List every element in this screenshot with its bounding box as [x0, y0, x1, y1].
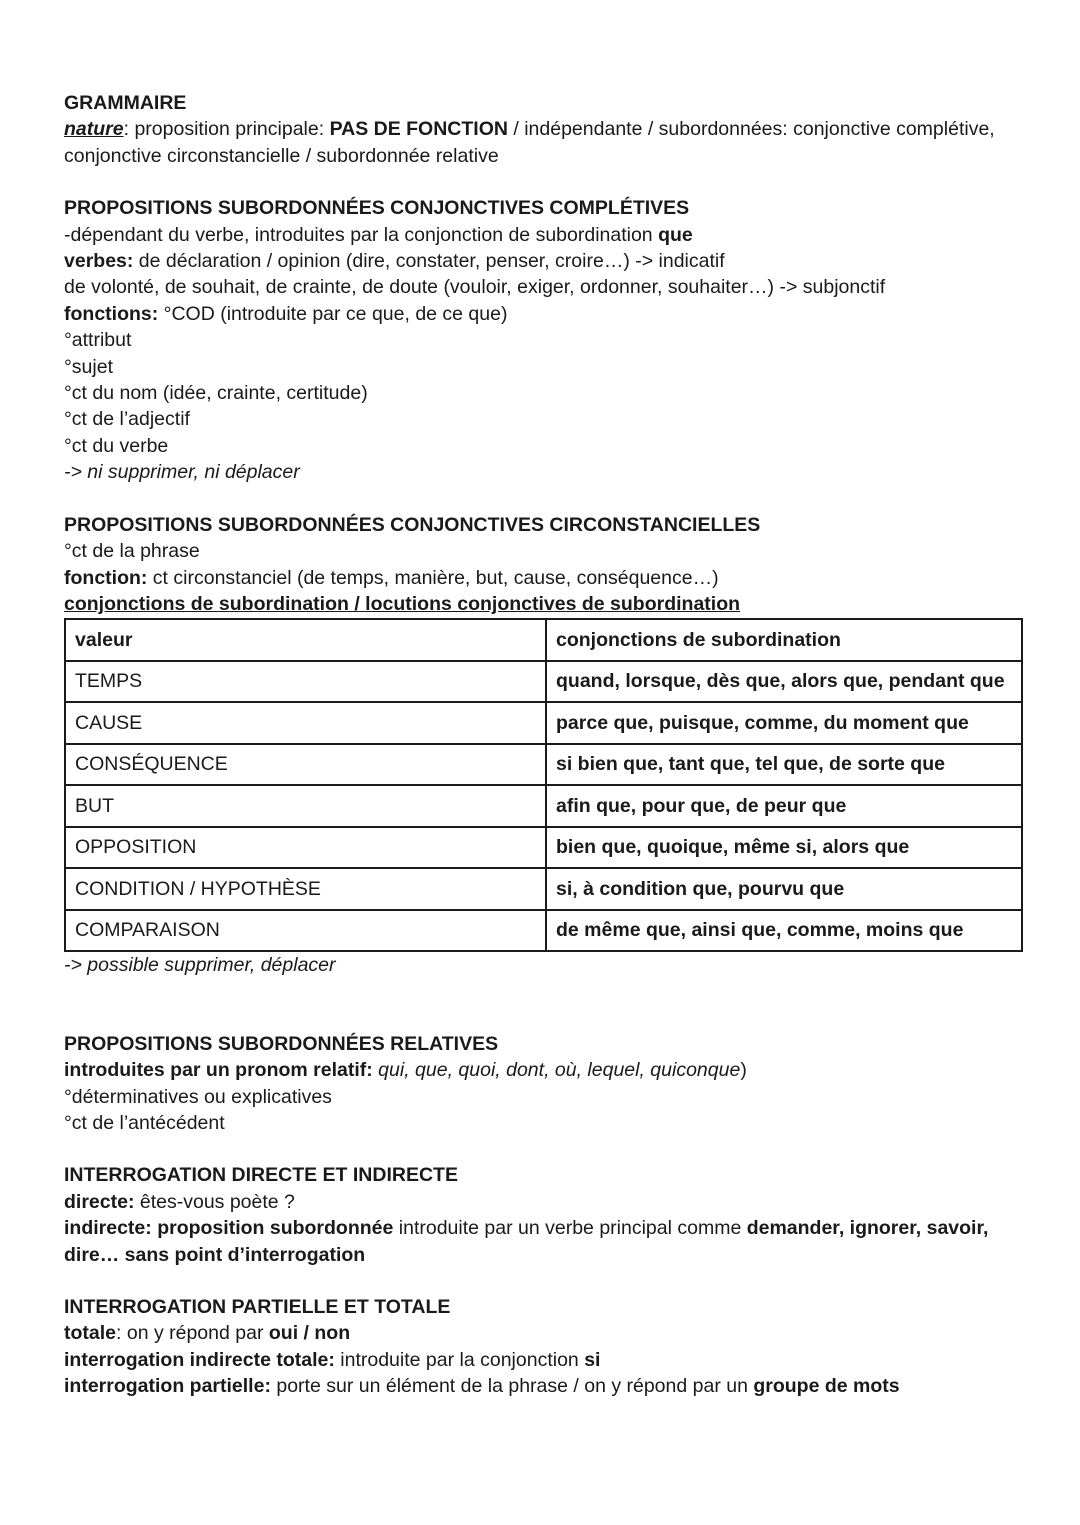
fonctions-label: fonctions:: [64, 302, 159, 325]
partielle-text: porte sur un élément de la phrase / on y répond par un: [270, 1375, 754, 1398]
table-row: [65, 910, 1022, 952]
relatives-line-2: °déterminatives ou explicatives: [64, 1085, 332, 1108]
table-cell-conjonctions: bien que, quoique, même si, alors que: [546, 827, 1022, 869]
relatives-intro-label: introduites par un pronom relatif:: [64, 1059, 373, 1082]
table-cell-conjonctions: de même que, ainsi que, comme, moins que: [546, 910, 1022, 952]
indirecte-totale-line: [64, 1347, 1024, 1373]
table-cell-conjonctions: parce que, puisque, comme, du moment que: [546, 702, 1022, 744]
table-cell-conjonctions: si bien que, tant que, tel que, de sorte que: [546, 744, 1022, 786]
fonction-label: fonction:: [64, 566, 148, 589]
conjonctions-table: [64, 618, 1023, 952]
relatives-pronouns: qui, que, quoi, dont, où, lequel, quiconque: [372, 1059, 741, 1082]
relatives-line-3: °ct de l’antécédent: [64, 1111, 225, 1134]
verbes-label: verbes:: [64, 250, 134, 273]
list-item: °ct du nom (idée, crainte, certitude): [64, 382, 368, 405]
nature-rest: / indépendante / subordonnées: conjonctive complétive,: [507, 118, 995, 141]
circonstancielles-note: -> possible supprimer, déplacer: [64, 954, 336, 977]
table-cell-valeur: TEMPS: [65, 661, 546, 703]
completives-note: -> ni supprimer, ni déplacer: [64, 461, 300, 484]
table-cell-valeur: BUT: [65, 785, 546, 827]
completives-line-1: [64, 222, 1024, 248]
indirecte-totale-text: introduite par la conjonction: [334, 1348, 585, 1371]
table-cell-valeur: CAUSE: [65, 702, 546, 744]
fonctions-text: °COD (introduite par ce que, de ce que): [158, 302, 508, 325]
table-cell-valeur: OPPOSITION: [65, 827, 546, 869]
verbes-text: de déclaration / opinion (dire, constater, penser, croire…) -> indicatif: [133, 250, 725, 273]
table-caption: conjonctions de subordination / locutions conjonctives de subordination: [64, 592, 741, 615]
totale-bold: oui / non: [268, 1322, 351, 1345]
indirecte-bold-2: demander, ignorer, savoir,: [746, 1217, 989, 1240]
list-item: °sujet: [64, 355, 113, 378]
directe-text: êtes-vous poète ?: [134, 1190, 295, 1213]
document-page: [64, 90, 1024, 1400]
table-row: [65, 661, 1022, 703]
fonctions-line: [64, 301, 1024, 327]
partielle-label: interrogation partielle:: [64, 1375, 271, 1398]
circonstancielles-line-1: °ct de la phrase: [64, 540, 200, 563]
pas-de-fonction: PAS DE FONCTION: [329, 118, 508, 141]
table-row: [65, 868, 1022, 910]
table-header-conjonctions: conjonctions de subordination: [546, 619, 1022, 661]
table-row: [65, 785, 1022, 827]
section-title-grammaire: GRAMMAIRE: [64, 92, 187, 114]
indirecte-totale-label: interrogation indirecte totale:: [64, 1348, 335, 1371]
indirecte-bold: proposition subordonnée: [151, 1217, 394, 1240]
section-title-interrogation-partielle: INTERROGATION PARTIELLE ET TOTALE: [64, 1295, 451, 1318]
indirecte-text: introduite par un verbe principal comme: [393, 1217, 747, 1240]
indirecte-line: [64, 1215, 1024, 1241]
relatives-close: ): [740, 1059, 747, 1082]
nature-label: nature: [64, 118, 124, 141]
indirecte-label: indirecte:: [64, 1217, 152, 1240]
table-cell-conjonctions: afin que, pour que, de peur que: [546, 785, 1022, 827]
relatives-intro: [64, 1057, 1024, 1083]
directe-label: directe:: [64, 1190, 135, 1213]
list-item: °attribut: [64, 329, 132, 352]
totale-label: totale: [64, 1322, 117, 1345]
totale-text: : on y répond par: [116, 1322, 269, 1345]
nature-line-2: conjonctive circonstancielle / subordonnée relative: [64, 144, 499, 167]
fonction-line: [64, 565, 1024, 591]
section-title-relatives: PROPOSITIONS SUBORDONNÉES RELATIVES: [64, 1032, 499, 1055]
directe-line: [64, 1189, 1024, 1215]
table-row: [65, 827, 1022, 869]
table-cell-valeur: CONSÉQUENCE: [65, 744, 546, 786]
table-header-valeur: valeur: [65, 619, 546, 661]
verbes-line: [64, 248, 1024, 274]
table-cell-valeur: CONDITION / HYPOTHÈSE: [65, 868, 546, 910]
fonction-text: ct circonstanciel (de temps, manière, but, cause, conséquence…): [147, 566, 719, 589]
nature-colon: : proposition principale:: [123, 118, 330, 141]
completives-line-1-text: -dépendant du verbe, introduites par la conjonction de subordination: [64, 223, 659, 246]
table-row: [65, 744, 1022, 786]
list-item: °ct du verbe: [64, 434, 169, 457]
section-title-completives: PROPOSITIONS SUBORDONNÉES CONJONCTIVES COMPLÉTIVES: [64, 197, 690, 220]
table-cell-conjonctions: quand, lorsque, dès que, alors que, pendant que: [546, 661, 1022, 703]
table-cell-conjonctions: si, à condition que, pourvu que: [546, 868, 1022, 910]
table-cell-valeur: COMPARAISON: [65, 910, 546, 952]
nature-line: [64, 116, 1024, 142]
partielle-bold: groupe de mots: [753, 1375, 900, 1398]
completives-que: que: [658, 223, 693, 246]
indirecte-line-2: dire… sans point d’interrogation: [64, 1243, 366, 1266]
table-header-row: [65, 619, 1022, 661]
list-item: °ct de l’adjectif: [64, 408, 190, 431]
table-row: [65, 702, 1022, 744]
volonte-line: de volonté, de souhait, de crainte, de doute (vouloir, exiger, ordonner, souhaiter…) -> subjonctif: [64, 276, 886, 299]
totale-line: [64, 1320, 1024, 1346]
partielle-line: [64, 1373, 1024, 1399]
indirecte-totale-si: si: [584, 1348, 601, 1371]
section-title-circonstancielles: PROPOSITIONS SUBORDONNÉES CONJONCTIVES CIRCONSTANCIELLES: [64, 513, 761, 536]
section-title-interrogation-directe: INTERROGATION DIRECTE ET INDIRECTE: [64, 1164, 458, 1187]
